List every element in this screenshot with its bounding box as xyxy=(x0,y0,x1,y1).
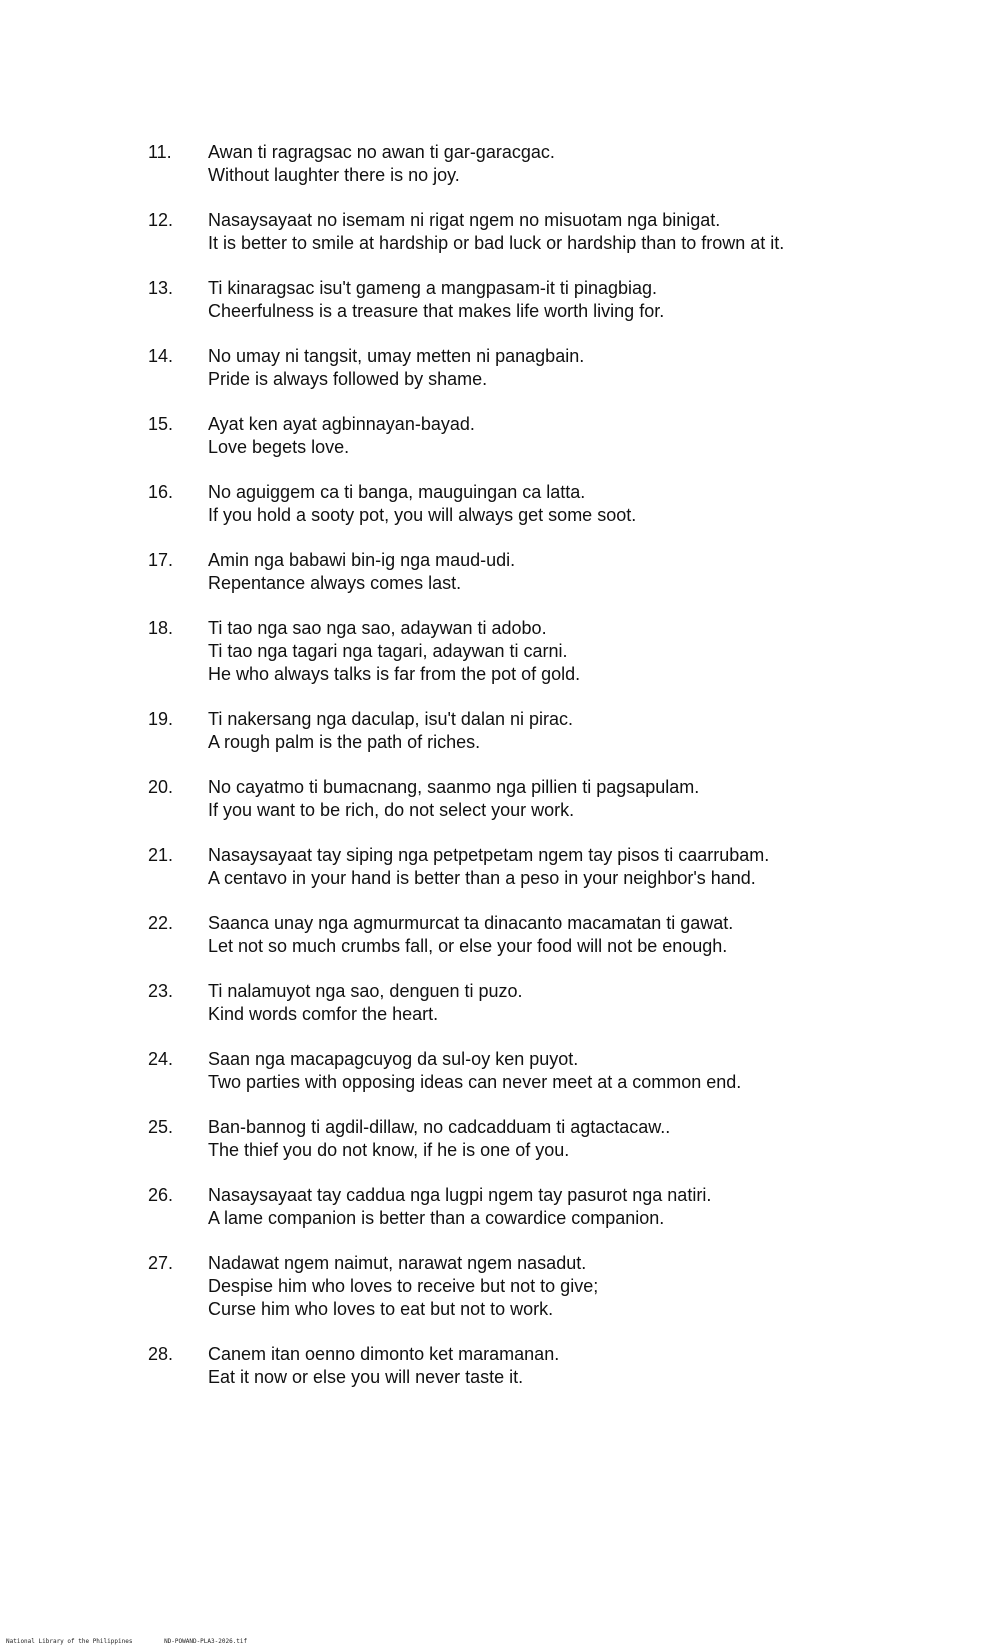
proverb-item xyxy=(148,1116,978,1162)
footer-file: ND-POWAND-PLA3-2026.tif xyxy=(164,1638,248,1645)
proverb-original-line: Nasaysayaat tay siping nga petpetpetam ngem tay pisos ti caarrubam. xyxy=(208,845,770,865)
proverb-text xyxy=(208,277,978,323)
proverb-text xyxy=(208,481,978,527)
proverb-original-line: Amin nga babawi bin-ig nga maud-udi. xyxy=(208,550,516,570)
proverb-number: 16. xyxy=(148,482,174,502)
proverb-list xyxy=(148,141,978,1411)
proverb-number: 13. xyxy=(148,278,174,298)
proverb-text xyxy=(208,1048,978,1094)
proverb-line: He who always talks is far from the pot of gold. xyxy=(208,664,581,684)
proverb-number: 26. xyxy=(148,1185,174,1205)
proverb-text xyxy=(208,912,978,958)
proverb-item xyxy=(148,277,978,323)
proverb-line: If you hold a sooty pot, you will always get some soot. xyxy=(208,505,637,525)
proverb-line: It is better to smile at hardship or bad luck or hardship than to frown at it. xyxy=(208,233,785,253)
proverb-original-line: Ti kinaragsac isu't gameng a mangpasam-it ti pinagbiag. xyxy=(208,278,658,298)
proverb-number: 25. xyxy=(148,1117,174,1137)
proverb-number: 18. xyxy=(148,618,174,638)
proverb-original-line: Ti nalamuyot nga sao, denguen ti puzo. xyxy=(208,981,523,1001)
proverb-item xyxy=(148,481,978,527)
proverb-item xyxy=(148,549,978,595)
proverb-original-line: Nasaysayaat no isemam ni rigat ngem no misuotam nga binigat. xyxy=(208,210,721,230)
proverb-text xyxy=(208,617,978,686)
proverb-text xyxy=(208,1184,978,1230)
proverb-line: Despise him who loves to receive but not to give; xyxy=(208,1276,599,1296)
proverb-line: Pride is always followed by shame. xyxy=(208,369,488,389)
proverb-text xyxy=(208,345,978,391)
proverb-item xyxy=(148,1252,978,1321)
proverb-line: A lame companion is better than a cowardice companion. xyxy=(208,1208,665,1228)
proverb-line: Kind words comfor the heart. xyxy=(208,1004,439,1024)
proverb-number: 15. xyxy=(148,414,174,434)
proverb-number: 11. xyxy=(148,142,172,162)
proverb-item xyxy=(148,912,978,958)
proverb-text xyxy=(208,980,978,1026)
proverb-text xyxy=(208,776,978,822)
proverb-item xyxy=(148,209,978,255)
proverb-original-line: Canem itan oenno dimonto ket maramanan. xyxy=(208,1344,560,1364)
proverb-number: 19. xyxy=(148,709,174,729)
proverb-text xyxy=(208,413,978,459)
proverb-item xyxy=(148,141,978,187)
proverb-number: 14. xyxy=(148,346,174,366)
proverb-text xyxy=(208,209,978,255)
proverb-text xyxy=(208,1116,978,1162)
proverb-text xyxy=(208,1252,978,1321)
proverb-original-line: Ban-bannog ti agdil-dillaw, no cadcadduam ti agtactacaw.. xyxy=(208,1117,671,1137)
proverb-line: Repentance always comes last. xyxy=(208,573,462,593)
proverb-original-line: Saanca unay nga agmurmurcat ta dinacanto macamatan ti gawat. xyxy=(208,913,734,933)
proverb-original-line: No umay ni tangsit, umay metten ni panagbain. xyxy=(208,346,585,366)
proverb-number: 28. xyxy=(148,1344,174,1364)
footer xyxy=(6,1638,247,1646)
proverb-original-line: Ti tao nga sao nga sao, adaywan ti adobo. xyxy=(208,618,547,638)
proverb-text xyxy=(208,141,978,187)
proverb-number: 20. xyxy=(148,777,174,797)
proverb-number: 21. xyxy=(148,845,174,865)
proverb-line: The thief you do not know, if he is one of you. xyxy=(208,1140,570,1160)
proverb-line: Eat it now or else you will never taste it. xyxy=(208,1367,524,1387)
proverb-original-line: Ti nakersang nga daculap, isu't dalan ni pirac. xyxy=(208,709,573,729)
proverb-line: A rough palm is the path of riches. xyxy=(208,732,481,752)
proverb-item xyxy=(148,413,978,459)
proverb-text xyxy=(208,708,978,754)
proverb-original-line: Nasaysayaat tay caddua nga lugpi ngem tay pasurot nga natiri. xyxy=(208,1185,712,1205)
proverb-item xyxy=(148,345,978,391)
proverb-original-line: Saan nga macapagcuyog da sul-oy ken puyot. xyxy=(208,1049,579,1069)
proverb-item xyxy=(148,844,978,890)
proverb-line: Two parties with opposing ideas can never meet at a common end. xyxy=(208,1072,742,1092)
proverb-original-line: No aguiggem ca ti banga, mauguingan ca latta. xyxy=(208,482,586,502)
proverb-number: 23. xyxy=(148,981,174,1001)
proverb-number: 24. xyxy=(148,1049,174,1069)
proverb-item xyxy=(148,776,978,822)
proverb-line: Curse him who loves to eat but not to work. xyxy=(208,1299,554,1319)
proverb-line: A centavo in your hand is better than a peso in your neighbor's hand. xyxy=(208,868,756,888)
proverb-line: Let not so much crumbs fall, or else your food will not be enough. xyxy=(208,936,728,956)
proverb-line: If you want to be rich, do not select your work. xyxy=(208,800,575,820)
proverb-number: 22. xyxy=(148,913,174,933)
proverb-original-line: Ayat ken ayat agbinnayan-bayad. xyxy=(208,414,475,434)
proverb-original-line: Awan ti ragragsac no awan ti gar-garacgac. xyxy=(208,142,555,162)
proverb-line: Without laughter there is no joy. xyxy=(208,165,460,185)
proverb-item xyxy=(148,1048,978,1094)
proverb-item xyxy=(148,708,978,754)
proverb-number: 12. xyxy=(148,210,174,230)
proverb-item xyxy=(148,980,978,1026)
proverb-text xyxy=(208,549,978,595)
proverb-item xyxy=(148,1184,978,1230)
proverb-item xyxy=(148,617,978,686)
proverb-text xyxy=(208,844,978,890)
proverb-text xyxy=(208,1343,978,1389)
proverb-line: Ti tao nga tagari nga tagari, adaywan ti carni. xyxy=(208,641,568,661)
proverb-line: Cheerfulness is a treasure that makes life worth living for. xyxy=(208,301,665,321)
proverb-original-line: Nadawat ngem naimut, narawat ngem nasadut. xyxy=(208,1253,587,1273)
proverb-number: 17. xyxy=(148,550,174,570)
footer-library: National Library of the Philippines xyxy=(6,1638,133,1645)
proverb-item xyxy=(148,1343,978,1389)
proverb-number: 27. xyxy=(148,1253,174,1273)
proverb-original-line: No cayatmo ti bumacnang, saanmo nga pillien ti pagsapulam. xyxy=(208,777,700,797)
proverb-line: Love begets love. xyxy=(208,437,350,457)
